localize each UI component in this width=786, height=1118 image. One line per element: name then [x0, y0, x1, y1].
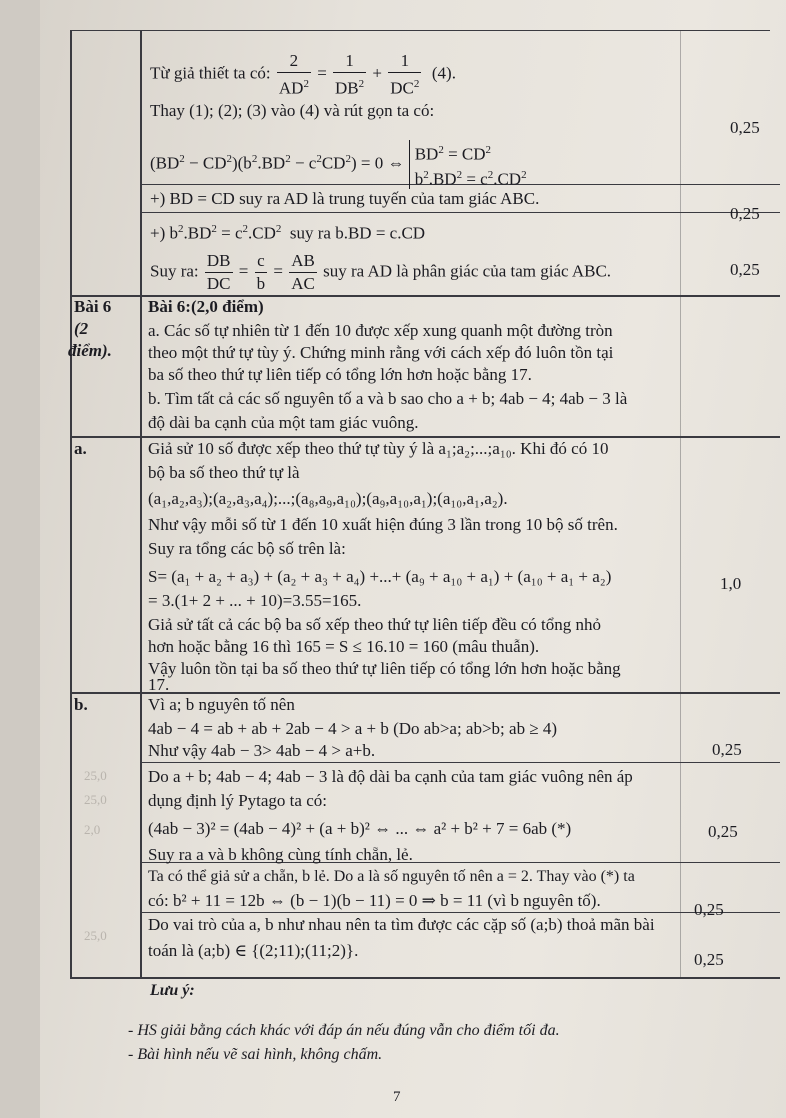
part-a-line-9: hơn hoặc bằng 16 thì 165 = S ≤ 16.10 = 160 (mâu thuẫn). [148, 637, 540, 656]
note-2: - Bài hình nếu vẽ sai hình, không chấm. [128, 1046, 383, 1063]
table-bottom-border [70, 977, 780, 979]
part-a-line-8: Giả sử tất cả các bộ ba số xếp theo thứ tự liên tiếp đều có tổng nhỏ [148, 615, 601, 634]
table-left-border [70, 30, 72, 978]
top-line-3: $(BD^2 - CD^2)(b^2.BD^2 - c^2CD^2) = 0$ ⇔ $BD^2 = CD^2$ $b^2.BD^2 = c^2.CD^2$ [150, 140, 527, 189]
note-1: - HS giải bằng cách khác với đáp án nếu đúng vẫn cho điểm tối đa. [128, 1022, 560, 1039]
part-b-label: b. [74, 695, 88, 714]
part-b-line-4: Do a + b; 4ab − 4; 4ab − 3 là độ dài ba cạnh của tam giác vuông nên áp [148, 767, 633, 786]
notes-title: Lưu ý: [150, 982, 195, 999]
pencil-mark: 25,0 [84, 928, 107, 943]
part-a-line-4: Như vậy mỗi số từ 1 đến 10 xuất hiện đúng 3 lần trong 10 bộ số trên. [148, 515, 618, 534]
row-divider [140, 212, 780, 213]
bai6-statement-2: theo một thứ tự tùy ý. Chứng minh rằng với cách xếp đó luôn tồn tại [148, 343, 614, 362]
part-a-label: a. [74, 439, 87, 458]
table-top-border [70, 30, 770, 31]
part-a-line-3: (a₁,a₂,a₃);(a₂,a₃,a₄);...;(a₈,a₉,a₁₀);(a₉,a₁₀,a₁);(a₁₀,a₁,a₂). [148, 489, 508, 508]
part-a-line-6: S= (a₁ + a₂ + a₃) + (a₂ + a₃ + a₄) +...+ (a₉ + a₁₀ + a₁) + (a₁₀ + a₁ + a₂) [148, 567, 612, 586]
bai6-statement-5: độ dài ba cạnh của một tam giác vuông. [148, 413, 419, 432]
score-top-3: 0,25 [730, 260, 760, 279]
table-column-divider [140, 30, 142, 978]
part-a-line-7: = 3.(1+ 2 + ... + 10)=3.55=165. [148, 591, 362, 610]
bai6-statement-4: b. Tìm tất cả các số nguyên tố a và b sao cho a + b; 4ab − 4; 4ab − 3 là [148, 389, 628, 408]
part-a-line-11: 17. [148, 675, 170, 694]
score-part-b-2: 0,25 [708, 822, 738, 841]
part-a-line-1: Giả sử 10 số được xếp theo thứ tự tùy ý là a₁;a₂;...;a₁₀. Khi đó có 10 [148, 439, 609, 458]
part-b-line-6: (4ab − 3)² = (4ab − 4)² + (a + b)² ⇔ ... ⇔ a² + b² + 7 = 6ab (*) [148, 819, 572, 838]
part-b-line-8: Ta có thể giả sử a chẵn, b lẻ. Do a là số nguyên tố nên a = 2. Thay vào (*) ta [148, 868, 635, 885]
bai6-statement-3: ba số theo thứ tự liên tiếp có tổng lớn hơn hoặc bằng 17. [148, 365, 532, 384]
top-line-2: Thay (1); (2); (3) vào (4) và rút gọn ta có: [150, 101, 435, 120]
bai6-points-unit: điểm). [68, 341, 112, 360]
score-part-a: 1,0 [720, 574, 742, 593]
part-b-line-9: có: b² + 11 = 12b ⇔ (b − 1)(b − 11) = 0 ⇒ b = 11 (vì b nguyên tố). [148, 891, 601, 910]
part-b-line-3: Như vậy 4ab − 3> 4ab − 4 > a+b. [148, 741, 376, 760]
bai6-points: (2 [74, 319, 89, 338]
page-number: 7 [393, 1089, 401, 1105]
score-part-b-4: 0,25 [694, 950, 724, 969]
score-part-b-3: 0,25 [694, 900, 724, 919]
part-b-line-1: Vì a; b nguyên tố nên [148, 695, 295, 714]
pencil-mark: 25,0 [84, 768, 107, 783]
top-line-6: Suy ra: $\frac{DB}{DC}$ = $\frac{c}{b}$ = $\frac{AB}{AC}$ suy ra AD là phân giác của tam giác ABC. [150, 251, 612, 293]
top-line-4: +) BD = CD suy ra AD là trung tuyến của tam giác ABC. [150, 189, 540, 208]
part-b-line-7: Suy ra a và b không cùng tính chẵn, lẻ. [148, 845, 413, 864]
pencil-mark: 25,0 [84, 792, 107, 807]
bai6-label: Bài 6 [74, 297, 112, 316]
row-divider [140, 912, 780, 913]
score-part-b-1: 0,25 [712, 740, 742, 759]
row-divider [140, 762, 780, 763]
pencil-mark: 2,0 [84, 822, 101, 837]
part-a-line-2: bộ ba số theo thứ tự là [148, 463, 300, 482]
score-top-1: 0,25 [730, 118, 760, 137]
part-b-line-5: dụng định lý Pytago ta có: [148, 791, 327, 810]
table-score-divider [680, 30, 681, 978]
part-b-line-11: toán là (a;b) ∈ {(2;11);(11;2)}. [148, 941, 359, 960]
score-top-2: 0,25 [730, 204, 760, 223]
top-line-5: +) $b^2.BD^2 = c^2.CD^2$ suy ra b.BD = c.CD [150, 223, 426, 243]
part-b-line-2: 4ab − 4 = ab + ab + 2ab − 4 > a + b (Do ab>a; ab>b; ab ≥ 4) [148, 719, 558, 738]
bai6-statement-1: a. Các số tự nhiên từ 1 đến 10 được xếp xung quanh một đường tròn [148, 321, 613, 340]
top-line-1: Từ giả thiết ta có: $\frac{2}{AD^2}$ = $\frac{1}{DB^2}$ + $\frac{1}{DC^2}$ (4). [150, 51, 456, 98]
answer-sheet [40, 0, 786, 1118]
part-a-line-5: Suy ra tổng các bộ số trên là: [148, 539, 346, 558]
part-a-line-10: Vậy luôn tồn tại ba số theo thứ tự liên tiếp có tổng lớn hơn hoặc bằng [148, 659, 621, 678]
bai6-title: Bài 6:(2,0 điểm) [148, 297, 264, 316]
part-b-line-10: Do vai trò của a, b như nhau nên ta tìm được các cặp số (a;b) thoả mãn bài [148, 915, 655, 934]
